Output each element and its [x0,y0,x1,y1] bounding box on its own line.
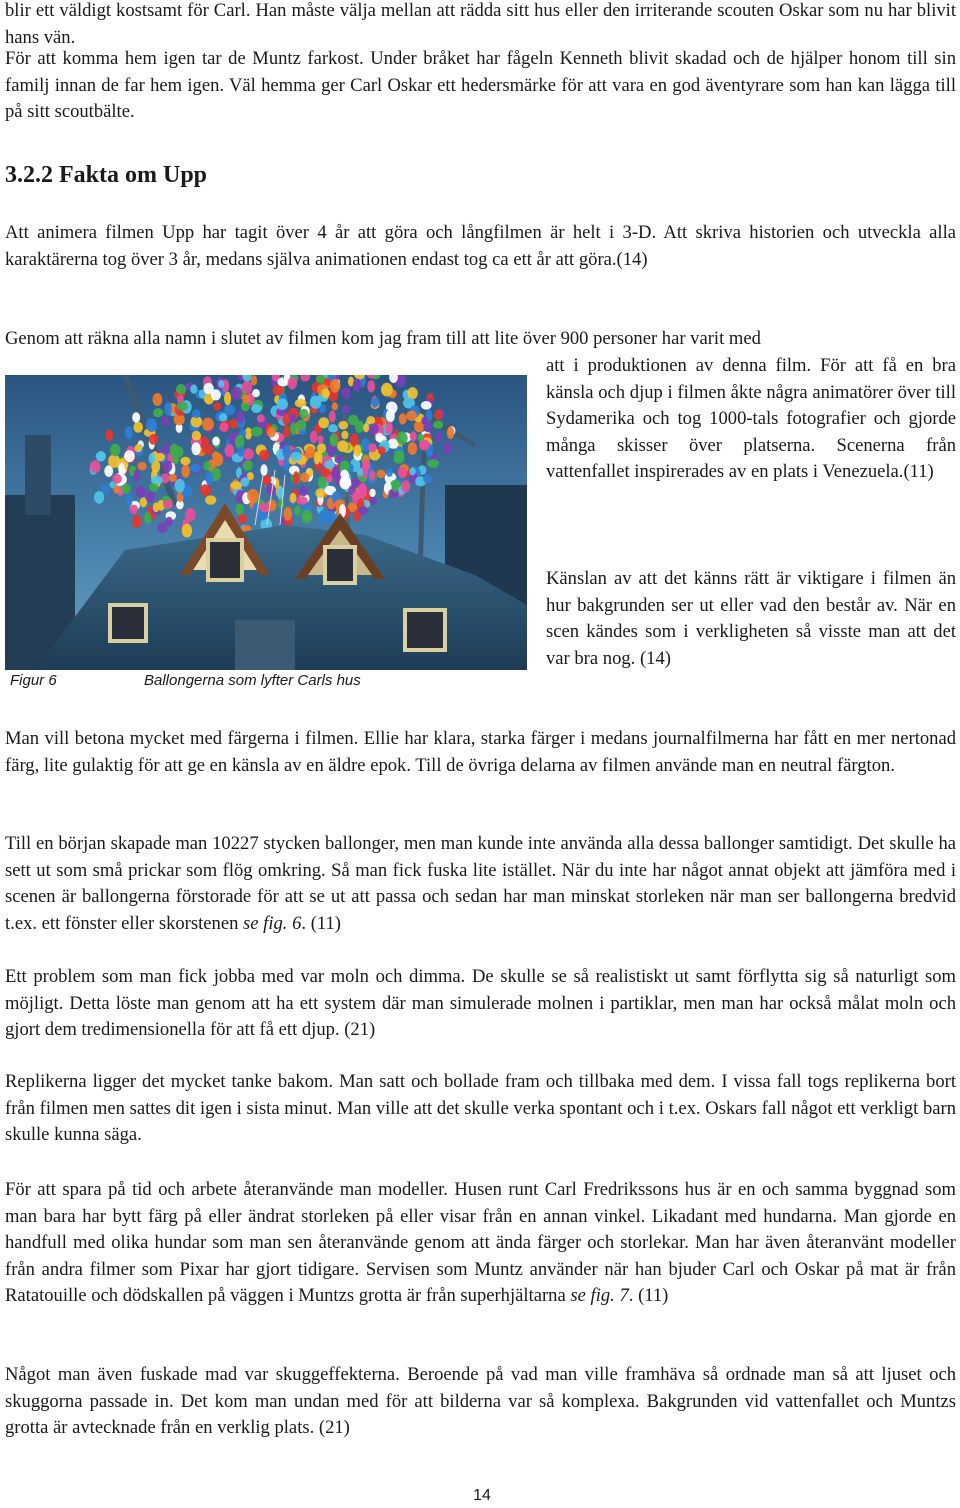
balloon [357,485,367,499]
balloon [259,503,271,513]
balloon [213,402,221,410]
balloon [371,397,380,407]
balloon [337,440,348,452]
balloon [421,416,428,425]
balloon [191,442,200,455]
intro-paragraph-1: blir ett väldigt kostsamt för Carl. Han måste välja mellan att rädda sitt hus eller den irriterande scouten Oskar som nu har blivit hans vän. [5,0,956,48]
balloon [235,503,244,514]
intro-paragraph-2: För att komma hem igen tar de Muntz farkost. Under bråket har fågeln Kenneth blivit skadad och de hjälper honom till sin familj innan de far hem igen. Väl hemma ger Carl Oskar ett hedersmärke för att vara en god äventyrare som han kan lägga till på sitt scoutbälte. [5,48,956,123]
balloon [392,481,399,493]
balloon [155,453,165,461]
balloon [238,514,247,524]
balloon [369,489,375,497]
balloon [399,413,407,424]
balloon [394,454,405,464]
balloon [192,431,201,441]
balloon [242,381,253,393]
balloon [90,460,101,473]
balloon [318,417,329,428]
balloon [288,377,298,389]
balloon [284,507,293,521]
figure-label: Figur 6 [10,672,57,689]
balloon [385,422,393,435]
balloon [443,443,452,455]
balloon [98,452,106,461]
balloon [192,409,201,418]
balloon [396,431,407,444]
balloon [324,460,335,469]
balloon [447,426,454,439]
balloon [338,421,348,430]
balloon [180,457,190,465]
balloon [409,467,415,475]
balloon [342,387,351,399]
balloon [170,444,179,457]
balloon [177,402,188,411]
balloon [169,474,177,482]
balloon [118,463,125,475]
balloon [224,392,231,405]
balloon [153,503,159,513]
figure-reference-7: se fig. 7 [570,1285,629,1307]
balloon [126,493,132,507]
balloon [366,416,375,425]
body-paragraph-7 [5,831,956,937]
side-column-1 [546,353,956,486]
balloon [202,444,213,455]
balloon [153,408,163,417]
balloon [290,422,297,435]
balloon [278,499,284,509]
balloon [259,450,269,461]
balloon [241,477,250,487]
balloon [410,431,417,441]
balloon [151,476,163,484]
balloon [386,409,395,422]
balloon [434,409,442,420]
page-number: 14 [473,1487,491,1504]
body-paragraph-9: Replikerna ligger det mycket tanke bakom. Man satt och bollade fram och tillbaka med dem. I vissa fall togs replikerna bort från filmen men sattes dit igen i sista minut. Man ville att det skulle verka spontant och i t.ex. Oskars fall något ett verkligt barn skulle kunna säga. [5,1071,956,1146]
balloon [231,387,242,400]
body-paragraph-7-text: Till en början skapade man 10227 stycken ballonger, men man kunde inte använda alla dessa ballonger samtidigt. Det skulle ha sett ut som små prickar som flög omkring. Så man fick fuska lite istället. När du inte har något annat objekt att jämföra med i scenen är ballongerna förstorade för att se ut att passa och sedan har man minskat storleken när man ser ballongerna bredvid t.ex. ett fönster eller skorstenen [5,833,956,934]
balloon [363,423,369,432]
balloon [330,379,341,393]
balloon [299,409,308,419]
balloon [419,440,429,449]
body-paragraph-8: Ett problem som man fick jobba med var moln och dimma. De skulle se så realistiskt ut samt förflytta sig så naturligt som möjligt. Detta löste man genom att ha ett system där man simulerade molnen i partiklar, men man har också målat moln och gjort dem tredimensionella för att få ett djup. (21) [5,966,956,1041]
balloon [294,506,301,516]
balloon [212,451,219,459]
balloon [341,431,348,439]
balloon [175,479,185,493]
balloon [242,394,250,403]
balloon [124,450,135,462]
balloon [252,389,260,397]
balloon [319,510,330,524]
balloon [133,422,143,433]
balloon [113,486,119,494]
balloon [230,481,242,489]
balloon [332,402,338,410]
balloon [219,413,227,421]
balloon [423,474,432,483]
balloon [266,483,276,496]
balloon [153,393,163,406]
balloon [224,405,235,416]
balloon [328,424,338,432]
balloon [378,446,386,455]
balloon [108,454,120,468]
balloon [146,418,157,432]
figure-reference-6: se fig. 6 [243,912,302,934]
body-paragraph-10 [5,1177,956,1310]
balloon [310,431,318,444]
balloon [224,444,234,457]
balloon [310,396,322,409]
balloon [296,420,306,431]
balloon [121,484,130,494]
balloon [202,418,214,431]
balloon [163,500,173,509]
balloon [299,486,308,496]
balloon [181,465,190,478]
side-column-2 [546,566,956,672]
balloon [237,446,244,456]
body-paragraph-11: Något man även fuskade mad var skuggeffekterna. Beroende på vad man ville framhäva så ordnade man så att ljuset och skuggorna passade in. Det kom man undan med för att bilderna var så komplexa. Bakgrunden vid vattenfallet och Muntzs grotta är avtecknade från en verklig plats. (21) [5,1364,956,1439]
balloon [257,414,265,422]
balloon [362,459,370,471]
balloon [110,444,120,457]
balloon [251,404,262,413]
balloon [144,512,151,525]
balloon [251,375,258,385]
balloon [355,421,364,434]
balloon [132,412,140,422]
balloon [219,423,228,432]
balloon [406,411,417,422]
balloon [228,433,235,445]
balloon [190,385,197,394]
balloon [377,470,386,478]
balloon [164,402,172,415]
balloon [236,411,244,424]
balloon [329,434,338,447]
body-paragraph-7-end: . (11) [301,912,341,934]
balloon [243,460,253,471]
balloon [369,470,375,481]
balloon [149,453,155,464]
balloon [247,489,259,502]
balloon [369,497,376,505]
balloon [134,444,142,452]
section-heading: 3.2.2 Fakta om Upp [5,162,208,188]
balloon [212,437,220,446]
balloon [206,472,214,486]
balloon [284,425,291,437]
balloon [357,468,363,476]
balloon [381,383,393,397]
balloon [322,388,330,398]
balloon [165,517,172,527]
body-paragraph-4-side: att i produktionen av denna film. För att få en bra känsla och djup i filmen åkte några animatörer över till Sydamerika och tog 1000-tals fotografier och gjorde många skisser över platserna. Scenerna från vattenfallet inspirerades av en plats i Venezuela.(11) [546,355,956,483]
balloon [277,399,288,410]
balloon [149,434,158,445]
balloon [329,411,336,423]
balloon [296,496,308,504]
balloon [125,426,133,439]
balloon [203,383,213,394]
figure-6-image [5,375,527,670]
balloon [342,405,349,413]
balloon [138,462,147,471]
figure-caption: Ballongerna som lyfter Carls hus [144,672,361,689]
balloon [317,435,323,444]
balloon [367,380,375,392]
balloon [176,384,186,395]
balloon [182,524,192,538]
body-paragraph-6: Man vill betona mycket med färgerna i filmen. Ellie har klara, starka färger i medans journalfilmerna har fått en mer nertonad färg, lite gulaktig för att ge en känsla av en äldre epok. Till de övriga delarna av filmen använde man en neutral färgton. [5,728,956,776]
body-paragraph-10-end: . (11) [628,1285,669,1307]
balloon [146,491,155,503]
balloon [290,452,302,462]
balloon [161,416,169,426]
balloon [318,476,327,488]
body-paragraph-4-lead: Genom att räkna alla namn i slutet av filmen kom jag fram till att lite över 900 personer har varit med [5,328,761,349]
balloon [267,427,276,438]
balloon [436,432,442,443]
balloon [283,458,290,471]
balloon [433,421,443,429]
body-paragraph-5-side: Känslan av att det känns rätt är viktigare i filmen än hur bakgrunden ser ut eller vad den består av. När en scen kändes som i verkligheten så visste man att det var bra nog. (14) [546,568,956,669]
balloon [134,469,140,482]
balloon [105,429,113,441]
balloon [200,484,211,496]
balloon [398,467,407,478]
balloon [190,464,201,473]
balloon [218,380,224,388]
balloon [112,474,122,484]
balloon [293,471,300,485]
balloon [205,495,216,504]
balloon [358,506,368,515]
balloon [132,515,141,529]
balloon [386,468,393,477]
body-paragraph-3: Att animera filmen Upp har tagit över 4 år att göra och långfilmen är helt i 3-D. Att skriva historien och utveckla alla karaktärerna tog över 3 år, medans själva animationen endast tog ca ett år att göra.(14) [5,222,956,270]
body-paragraph-10-text: För att spara på tid och arbete återanvände man modeller. Husen runt Carl Fredrikssons hus är en och samma byggnad som man bara har bytt färg på eller ändrat storleken på eller visar från en annan vinkel. Likadant med hundarna. Man gjorde en handfull med olika hundar som man sen återanvände genom att ända färger och storlekar. Man har även återanvänt modeller från andra filmer som Pixar har gjort tidigare. Servisen som Muntz använder när han bjuder Carl och Oskar på mat är från Ratatouille och dödskallen på väggen i Muntzs grotta är från superhjältarna [5,1179,956,1307]
balloon [306,446,315,458]
balloon [260,464,267,476]
balloon [135,486,145,498]
balloon [354,445,362,457]
balloon [94,491,104,504]
balloon [408,442,417,455]
balloon [300,472,309,482]
balloon-house-illustration [5,375,527,670]
balloon [282,445,290,459]
balloon [282,414,290,425]
balloon [427,459,439,468]
balloon [301,510,312,524]
balloon [130,505,139,515]
balloon [368,443,376,452]
balloon [290,493,297,503]
balloon [353,379,361,392]
balloon [401,480,410,492]
balloon [315,488,324,498]
balloon [421,401,432,410]
balloon [251,427,263,437]
balloon [203,461,211,470]
